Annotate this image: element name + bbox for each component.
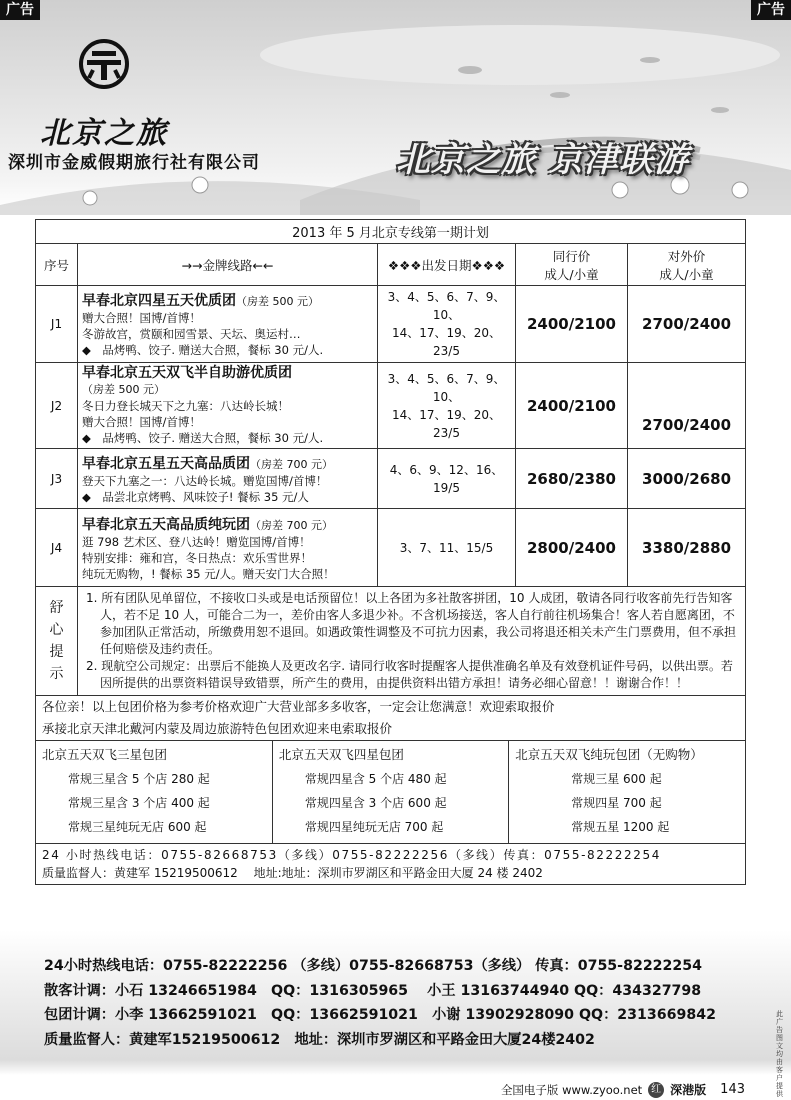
header-no: 序号: [36, 244, 78, 286]
brand-name: 北京之旅: [40, 116, 168, 151]
ad-tag-left: 广告: [0, 0, 40, 20]
route-line: 逛 798 艺术区、登八达岭！赠览国博/首博！: [82, 534, 311, 549]
tip-item: 1. 所有团队见单留位，不接收口头或是电话预留位！以上各团为多社散客拼团，10 人成团，敬请各同行收客前先行告知客人，若不足 10 人，可能合二为一，差价由客人多退少补。不含机场接送，客人自行前往机场集合！客人若自愿离团，不参加团队正常活动，所缴费用恕不退回。如遇政策性调整及不可抗力因素，我公司将退还相关未产生门票费用，但不承担任何赔偿及违约责任。: [86, 591, 737, 656]
tips-row: [36, 587, 746, 696]
banner-title: 北京之旅 京津联游: [396, 140, 689, 180]
tips-label: 舒 心 提 示: [36, 587, 78, 696]
package-title: 北京五天双飞四星包团: [278, 747, 404, 762]
tip-item: 2. 现航空公司规定：出票后不能换人及更改名字. 请同行收客时提醒客人提供准确名单及有效登机证件号码，以供出票。若因所提供的出票资料错误导致错票，所产生的费用，由提供资料出错方承担！请务必细心留意！！谢谢合作！！: [86, 659, 733, 690]
route-cell: [78, 449, 378, 509]
room-diff: （房差 500 元）: [236, 295, 319, 308]
route-line: ◆ 品烤鸭、饺子. 赠送大合照，餐标 30 元/人.: [82, 343, 324, 357]
route-code: J4: [36, 509, 78, 587]
header-retail-price-sub: 成人/小童: [659, 266, 714, 282]
table-title: 2013 年 5 月北京专线第一期计划: [36, 220, 746, 244]
header-trade-price: [516, 244, 628, 286]
footer-site: 全国电子版 www.zyoo.net: [500, 1082, 643, 1097]
table-row: [36, 286, 746, 363]
package-item: 常规五星 1200 起: [571, 820, 670, 834]
package-item: 常规三星 600 起: [571, 772, 662, 786]
table-row: [36, 509, 746, 587]
route-cell: [78, 363, 378, 449]
route-name: 早春北京五天双飞半自助游优质团（房差 500 元）: [82, 365, 292, 396]
route-line: 赠大合照！国博/首博！: [82, 311, 201, 325]
trade-price: 2680/2380: [516, 449, 628, 509]
package-no-shopping: [509, 741, 745, 843]
route-line: 赠大合照！国博/首博！: [82, 415, 201, 429]
route-line: 登天下九塞之一：八达岭长城。赠览国博/首博！: [82, 473, 328, 488]
ad-tag-right: 广告: [751, 0, 791, 20]
tips-content: [78, 587, 746, 696]
contact-group: 包团计调：小李 13662591021 QQ：13662591021 小谢 13902928090 QQ：2313669842: [44, 1007, 716, 1023]
package-item: 常规四星 700 起: [571, 796, 662, 810]
route-name: 早春北京五天高品质纯玩团（房差 700 元）: [82, 516, 333, 533]
trade-price: 2400/2100: [516, 363, 628, 449]
table-header-row: [36, 244, 746, 286]
footer-edition: 深港版: [670, 1083, 707, 1097]
package-row: [36, 741, 746, 844]
route-line: 冬游故宫，赏颐和园雪景、天坛、奥运村…: [82, 327, 301, 341]
room-diff: （房差 500 元）: [82, 383, 165, 396]
trade-price: 2800/2400: [516, 509, 628, 587]
contact-supervisor: 质量监督人：黄建军15219500612 地址：深圳市罗湖区和平路金田大厦24楼2402: [44, 1031, 595, 1048]
page-footer: [501, 1081, 745, 1098]
departure-dates: 3、4、5、6、7、9、10、 14、17、19、20、23/5: [378, 286, 516, 363]
table-row: [36, 363, 746, 449]
room-diff: （房差 700 元）: [250, 457, 333, 471]
route-code: J2: [36, 363, 78, 449]
package-item: 常规四星含 3 个店 600 起: [304, 796, 447, 810]
departure-dates: 3、7、11、15/5: [378, 509, 516, 587]
trade-price: 2400/2100: [516, 286, 628, 363]
package-item: 常规三星含 3 个店 400 起: [68, 796, 210, 810]
header-retail-price: [628, 244, 746, 286]
hotline-info: [36, 844, 746, 885]
route-line: 纯玩无购物，! 餐标 35 元/人。赠天安门大合照！: [82, 566, 335, 581]
package-three-star: [36, 741, 272, 843]
package-title: 北京五天双飞三星包团: [42, 747, 168, 762]
company-name: 深圳市金威假期旅行社有限公司: [8, 153, 260, 173]
header-dates: ❖❖❖出发日期❖❖❖: [378, 244, 516, 286]
departure-dates: 4、6、9、12、16、19/5: [378, 449, 516, 509]
retail-price: 2700/2400: [628, 286, 746, 363]
header-trade-price-sub: 成人/小童: [544, 266, 599, 282]
page-number: 143: [720, 1082, 745, 1097]
contact-block: [44, 954, 774, 1052]
side-disclaimer: 此广告图文均由客户提供: [776, 1010, 783, 1098]
edition-badge-icon: 红: [648, 1082, 664, 1098]
package-item: 常规四星含 5 个店 480 起: [304, 772, 447, 786]
route-code: J3: [36, 449, 78, 509]
route-cell: [78, 286, 378, 363]
route-name: 早春北京五星五天高品质团（房差 700 元）: [82, 455, 333, 472]
route-name: 早春北京四星五天优质团（房差 500 元）: [82, 293, 319, 309]
route-cell: [78, 509, 378, 587]
route-line: 特别安排：雍和宫，冬日热点：欢乐雪世界！: [82, 550, 312, 565]
departure-dates: 3、4、5、6、7、9、10、 14、17、19、20、23/5: [378, 363, 516, 449]
route-line: 冬日力登长城天下之九塞：八达岭长城！: [82, 399, 289, 413]
route-code: J1: [36, 286, 78, 363]
header-trade-price-label: 同行价: [552, 248, 591, 264]
package-item: 常规四星纯玩无店 700 起: [304, 820, 444, 834]
contact-hotline: 24小时热线电话：0755-82222256 （多线）0755-82668753（多线） 传真：0755-82222254: [44, 958, 703, 974]
retail-price: 3000/2680: [628, 449, 746, 509]
room-diff: （房差 700 元）: [250, 518, 333, 532]
contact-individual: 散客计调：小石 13246651984 QQ：1316305965 小王 13163744940 QQ：434327798: [44, 982, 702, 999]
supervisor-address: 质量监督人：黄建军 15219500612 地址:地址：深圳市罗湖区和平路金田大厦 24 楼 2402: [42, 866, 543, 880]
package-item: 常规三星含 5 个店 280 起: [68, 772, 210, 786]
table-row: [36, 449, 746, 509]
header-retail-price-label: 对外价: [667, 248, 706, 264]
retail-price: 2700/2400: [628, 363, 746, 449]
header-route: →→金牌线路←←: [78, 244, 378, 286]
route-line: ◆ 品烤鸭、饺子. 赠送大合照，餐标 30 元/人.: [82, 431, 324, 445]
tour-schedule-table: [35, 219, 746, 885]
retail-price: 3380/2880: [628, 509, 746, 587]
package-four-star: [272, 741, 508, 843]
hotline-text: 24 小时热线电话：0755-82668753（多线）0755-82222256（多线）传真：0755-82222254: [42, 848, 661, 862]
notice-line: 各位亲！以上包团价格为参考价格欢迎广大营业部多多收客，一定会让您满意！欢迎索取报价 承接北京天津北戴河内蒙及周边旅游特色包团欢迎来电索取报价: [36, 696, 746, 741]
brand-seal-logo: [78, 38, 130, 90]
package-item: 常规三星纯玩无店 600 起: [68, 820, 207, 834]
route-line: ◆ 品尝北京烤鸭、风味饺子! 餐标 35 元/人: [82, 489, 309, 504]
package-title: 北京五天双飞纯玩包团（无购物）: [515, 747, 703, 762]
